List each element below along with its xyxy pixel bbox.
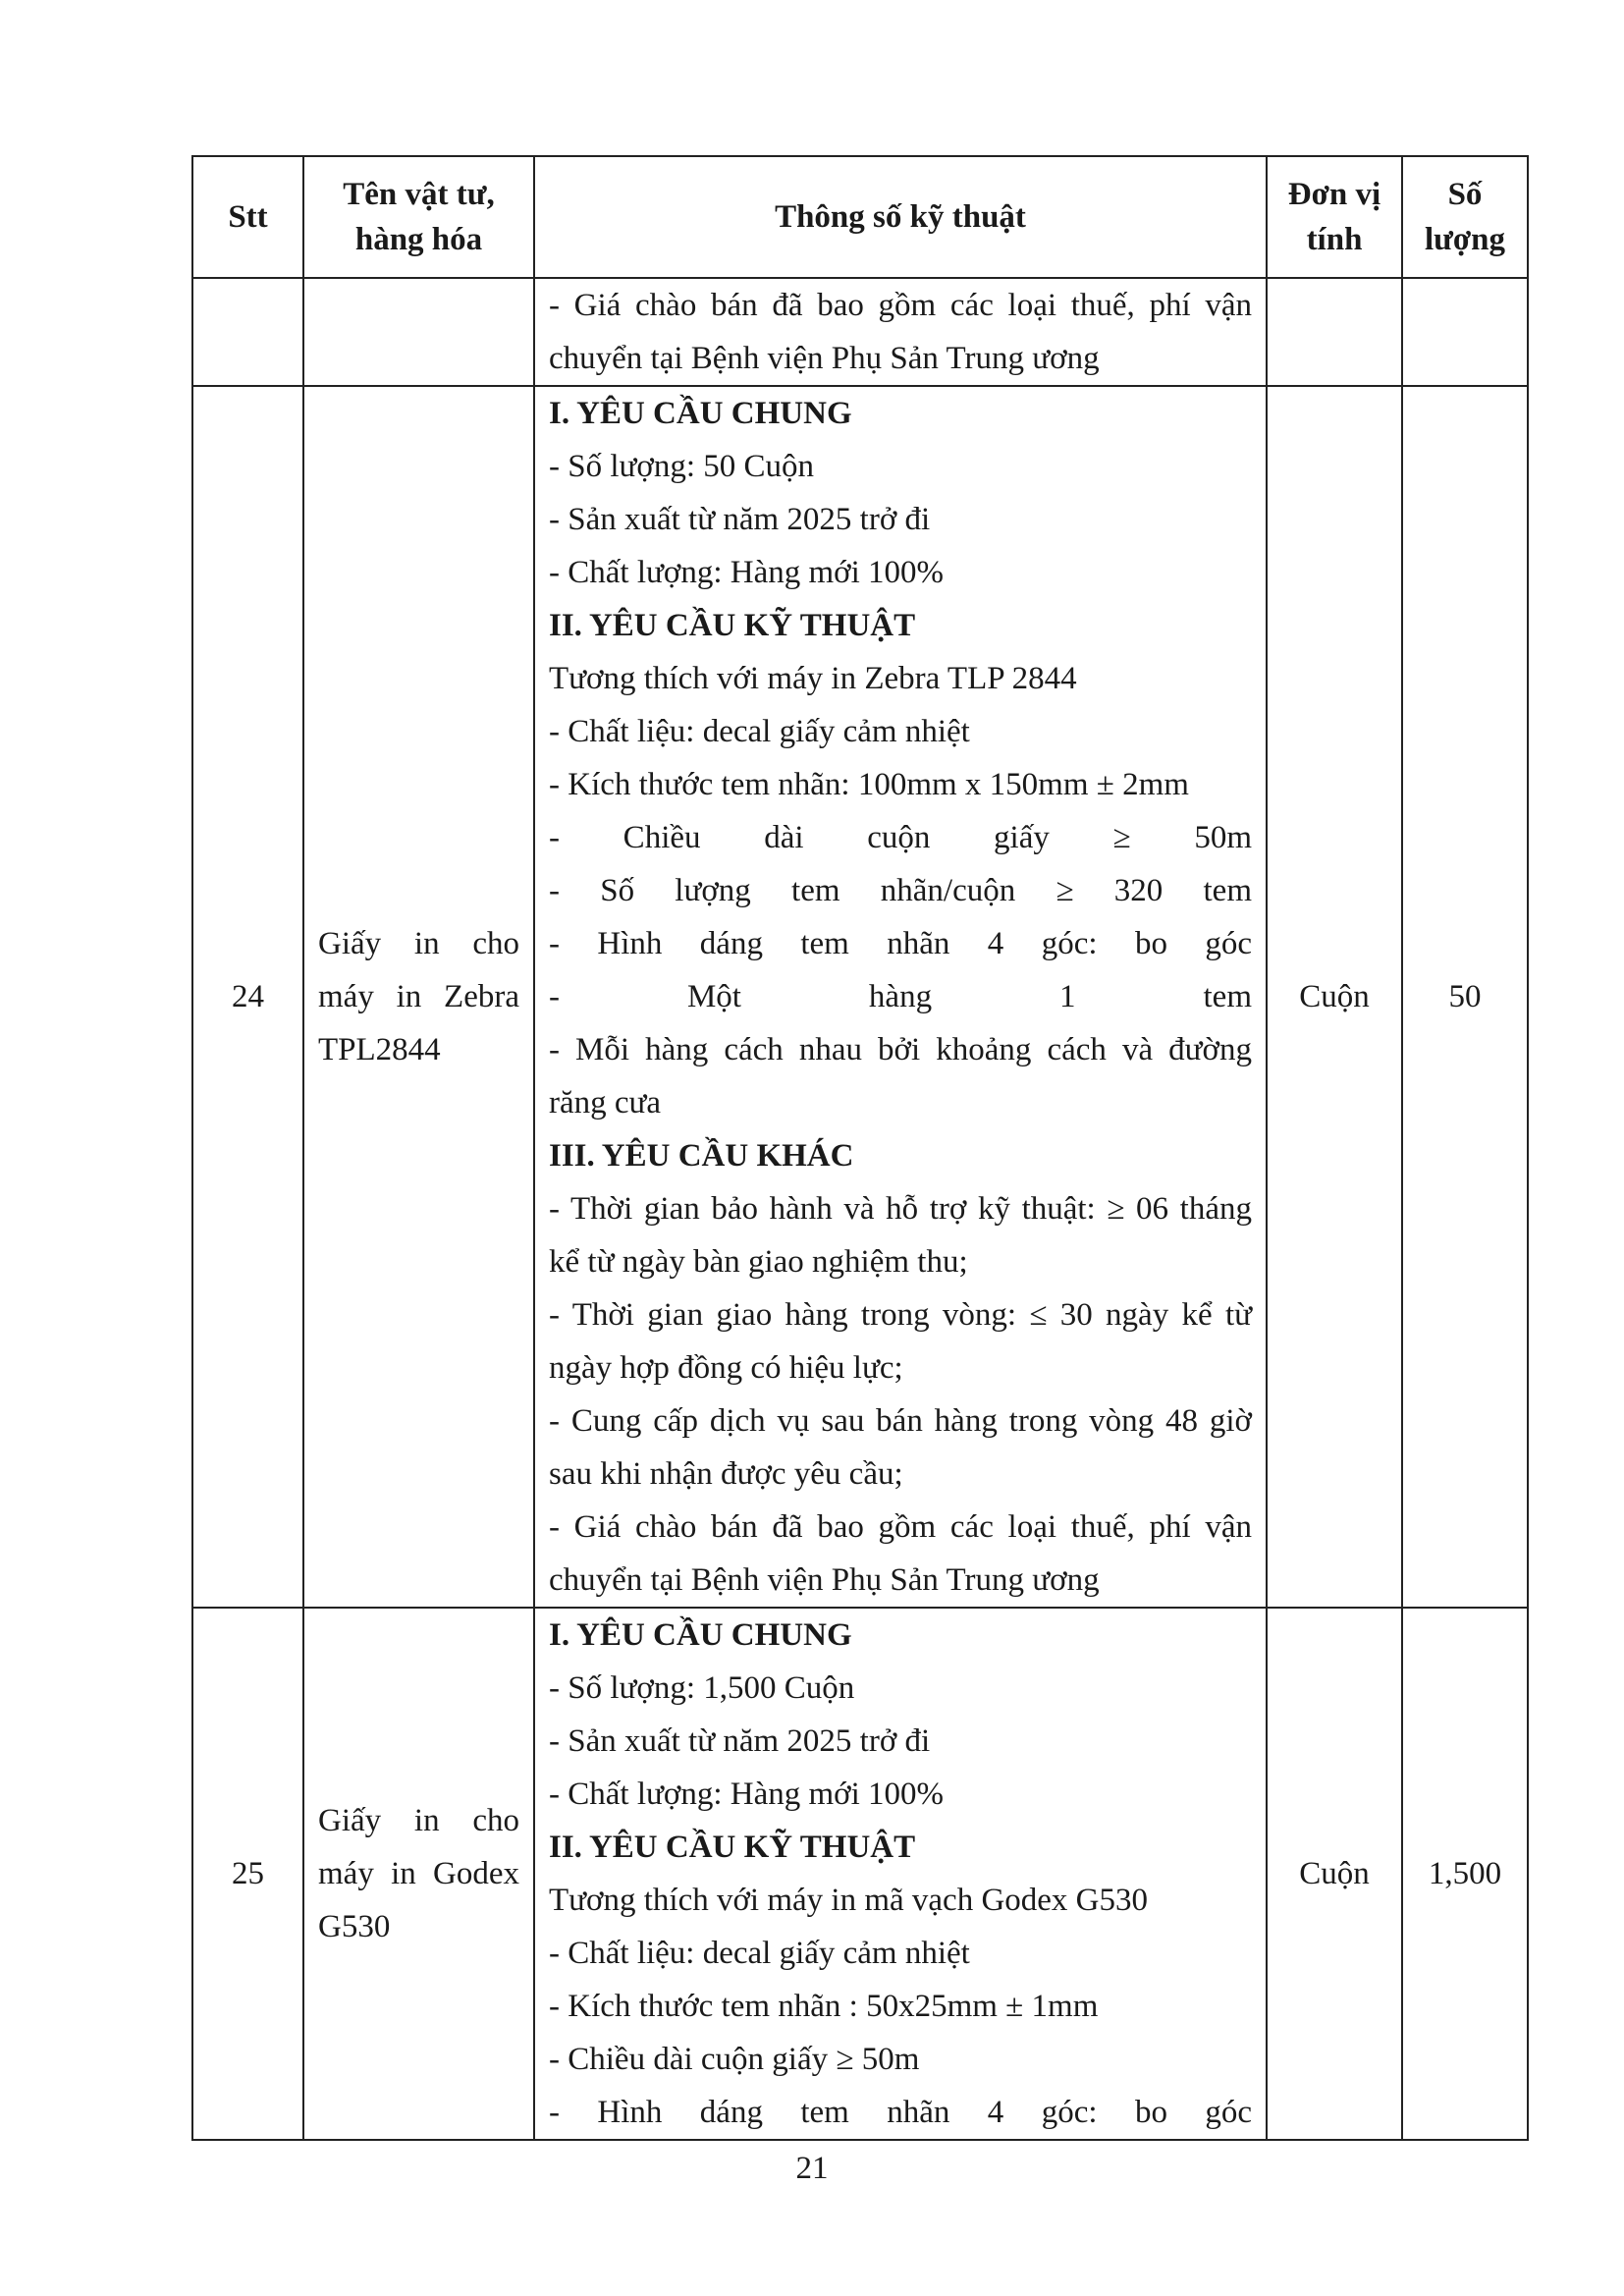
- section-heading: I. YÊU CẦU CHUNG: [549, 1617, 852, 1653]
- spec-line: - Chiều dài cuộn giấy ≥ 50m: [549, 2042, 920, 2077]
- spec-line: Tương thích với máy in Zebra TLP 2844: [549, 661, 1077, 696]
- spec-line: - Hình dáng tem nhãn 4 góc: bo góc: [549, 2095, 1252, 2130]
- table-row-continuation: [192, 278, 1528, 386]
- spec-line: - Thời gian giao hàng trong vòng: ≤ 30 ngày kể từ: [549, 1297, 1252, 1333]
- page-number: 21: [795, 2151, 829, 2186]
- header-spec: Thông số kỹ thuật: [534, 156, 1267, 278]
- unit-cell-empty: [1267, 278, 1402, 386]
- spec-line: - Chất liệu: decal giấy cảm nhiệt: [549, 714, 970, 749]
- spec-line: chuyển tại Bệnh viện Phụ Sản Trung ương: [549, 1562, 1100, 1598]
- table-row-item-24: [192, 386, 1528, 1608]
- spec-cell-continuation: [534, 278, 1267, 386]
- item-name-cell: Giấy in cho máy in Godex G530: [303, 1608, 534, 2140]
- spec-line: - Một hàng 1 tem: [549, 979, 1252, 1014]
- spec-line: - Số lượng: 1,500 Cuộn: [549, 1670, 855, 1706]
- spec-table: [191, 155, 1529, 2141]
- spec-line: - Cung cấp dịch vụ sau bán hàng trong vòng 48 giờ: [549, 1403, 1252, 1439]
- spec-line: sau khi nhận được yêu cầu;: [549, 1456, 903, 1492]
- stt-cell: 24: [192, 386, 303, 1608]
- stt-cell: 25: [192, 1608, 303, 2140]
- qty-cell: 1,500: [1402, 1608, 1528, 2140]
- spec-line: - Kích thước tem nhãn: 100mm x 150mm ± 2mm: [549, 767, 1189, 802]
- section-heading: I. YÊU CẦU CHUNG: [549, 396, 852, 431]
- spec-line: - Chất liệu: decal giấy cảm nhiệt: [549, 1936, 970, 1971]
- spec-line: Tương thích với máy in mã vạch Godex G530: [549, 1883, 1149, 1918]
- spec-line: răng cưa: [549, 1085, 662, 1121]
- spec-line: kể từ ngày bàn giao nghiệm thu;: [549, 1244, 968, 1280]
- spec-line: - Sản xuất từ năm 2025 trở đi: [549, 502, 931, 537]
- section-heading: II. YÊU CẦU KỸ THUẬT: [549, 1830, 916, 1865]
- header-name: Tên vật tư, hàng hóa: [303, 156, 534, 278]
- header-stt: Stt: [192, 156, 303, 278]
- spec-line: - Chất lượng: Hàng mới 100%: [549, 1777, 944, 1812]
- spec-line: ngày hợp đồng có hiệu lực;: [549, 1350, 903, 1386]
- spec-line: - Giá chào bán đã bao gồm các loại thuế, phí vận: [549, 288, 1252, 323]
- unit-cell: Cuộn: [1267, 1608, 1402, 2140]
- spec-line: - Hình dáng tem nhãn 4 góc: bo góc: [549, 926, 1252, 961]
- spec-line: - Kích thước tem nhãn : 50x25mm ± 1mm: [549, 1989, 1099, 2024]
- spec-line: - Thời gian bảo hành và hỗ trợ kỹ thuật: ≥ 06 tháng: [549, 1191, 1252, 1227]
- qty-cell: 50: [1402, 386, 1528, 1608]
- spec-line: - Sản xuất từ năm 2025 trở đi: [549, 1723, 931, 1759]
- section-heading: III. YÊU CẦU KHÁC: [549, 1138, 854, 1174]
- spec-line: - Giá chào bán đã bao gồm các loại thuế, phí vận: [549, 1509, 1252, 1545]
- spec-cell: [534, 1608, 1267, 2140]
- spec-line: - Chất lượng: Hàng mới 100%: [549, 555, 944, 590]
- section-heading: II. YÊU CẦU KỸ THUẬT: [549, 608, 916, 643]
- table-row-item-25: [192, 1608, 1528, 2140]
- spec-line: - Mỗi hàng cách nhau bởi khoảng cách và đường: [549, 1032, 1252, 1067]
- spec-line: - Số lượng: 50 Cuộn: [549, 449, 815, 484]
- unit-cell: Cuộn: [1267, 386, 1402, 1608]
- qty-cell-empty: [1402, 278, 1528, 386]
- name-cell-empty: [303, 278, 534, 386]
- spec-cell: [534, 386, 1267, 1608]
- spec-line: - Số lượng tem nhãn/cuộn ≥ 320 tem: [549, 873, 1252, 908]
- header-qty: Số lượng: [1402, 156, 1528, 278]
- spec-line: - Chiều dài cuộn giấy ≥ 50m: [549, 820, 1252, 855]
- stt-cell-empty: [192, 278, 303, 386]
- spec-line: chuyển tại Bệnh viện Phụ Sản Trung ương: [549, 341, 1100, 376]
- item-name-cell: Giấy in cho máy in Zebra TPL2844: [303, 386, 534, 1608]
- header-row: [192, 156, 1528, 278]
- header-unit: Đơn vị tính: [1267, 156, 1402, 278]
